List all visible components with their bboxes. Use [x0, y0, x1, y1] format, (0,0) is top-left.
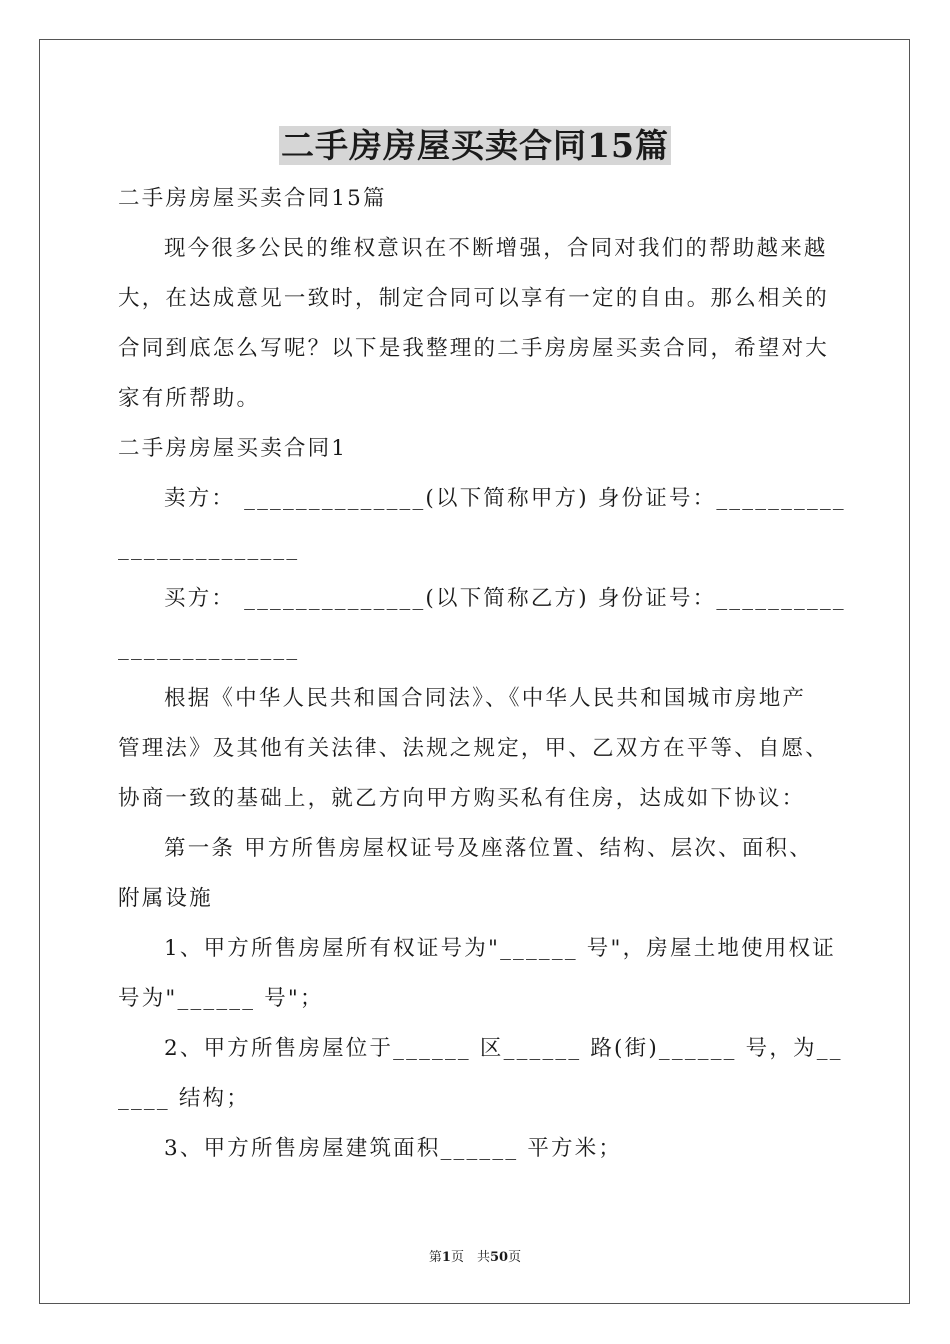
clause-line: 1、甲方所售房屋所有权证号为"______ 号"，房屋土地使用权证: [164, 936, 836, 961]
article-heading-continuation: 附属设施: [118, 886, 213, 911]
subtitle-line: 二手房房屋买卖合同15篇: [118, 186, 387, 211]
article-heading: 第一条 甲方所售房屋权证号及座落位置、结构、层次、面积、: [164, 836, 813, 861]
paragraph-line: 协商一致的基础上，就乙方向甲方购买私有住房，达成如下协议：: [118, 786, 806, 811]
page-suffix: 页: [508, 1250, 522, 1265]
paragraph-line: 管理法》及其他有关法律、法规之规定，甲、乙双方在平等、自愿、: [118, 736, 830, 761]
paragraph-line: 大，在达成意见一致时，制定合同可以享有一定的自由。那么相关的: [118, 286, 830, 311]
buyer-line: 买方： ______________(以下简称乙方) 身份证号：__________: [164, 586, 846, 611]
section-heading: 二手房房屋买卖合同1: [118, 436, 348, 461]
page-prefix: 第: [428, 1250, 442, 1265]
page-total: 50: [489, 1250, 509, 1265]
paragraph-line: 现今很多公民的维权意识在不断增强，合同对我们的帮助越来越: [164, 236, 828, 261]
seller-id-continuation: ______________: [118, 536, 300, 561]
buyer-id-continuation: ______________: [118, 636, 300, 661]
title-text: 二手房房屋买卖合同15篇: [281, 126, 669, 165]
paragraph-line: 家有所帮助。: [118, 386, 261, 411]
paragraph-line: 根据《中华人民共和国合同法》、《中华人民共和国城市房地产: [164, 686, 807, 711]
clause-line: 2、甲方所售房屋位于______ 区______ 路(街)______ 号，为__: [164, 1036, 843, 1061]
page-border: [39, 39, 910, 1304]
clause-line: 3、甲方所售房屋建筑面积______ 平方米；: [164, 1136, 623, 1161]
page-footer: [0, 1246, 950, 1265]
page-mid: 页 共: [450, 1250, 490, 1265]
clause-line: 号为"______ 号"；: [118, 986, 324, 1011]
seller-line: 卖方： ______________(以下简称甲方) 身份证号：__________: [164, 486, 846, 511]
clause-line: ____ 结构；: [118, 1086, 250, 1111]
document-title: [0, 124, 950, 168]
paragraph-line: 合同到底怎么写呢？以下是我整理的二手房房屋买卖合同，希望对大: [118, 336, 830, 361]
page-current: 1: [441, 1250, 451, 1265]
